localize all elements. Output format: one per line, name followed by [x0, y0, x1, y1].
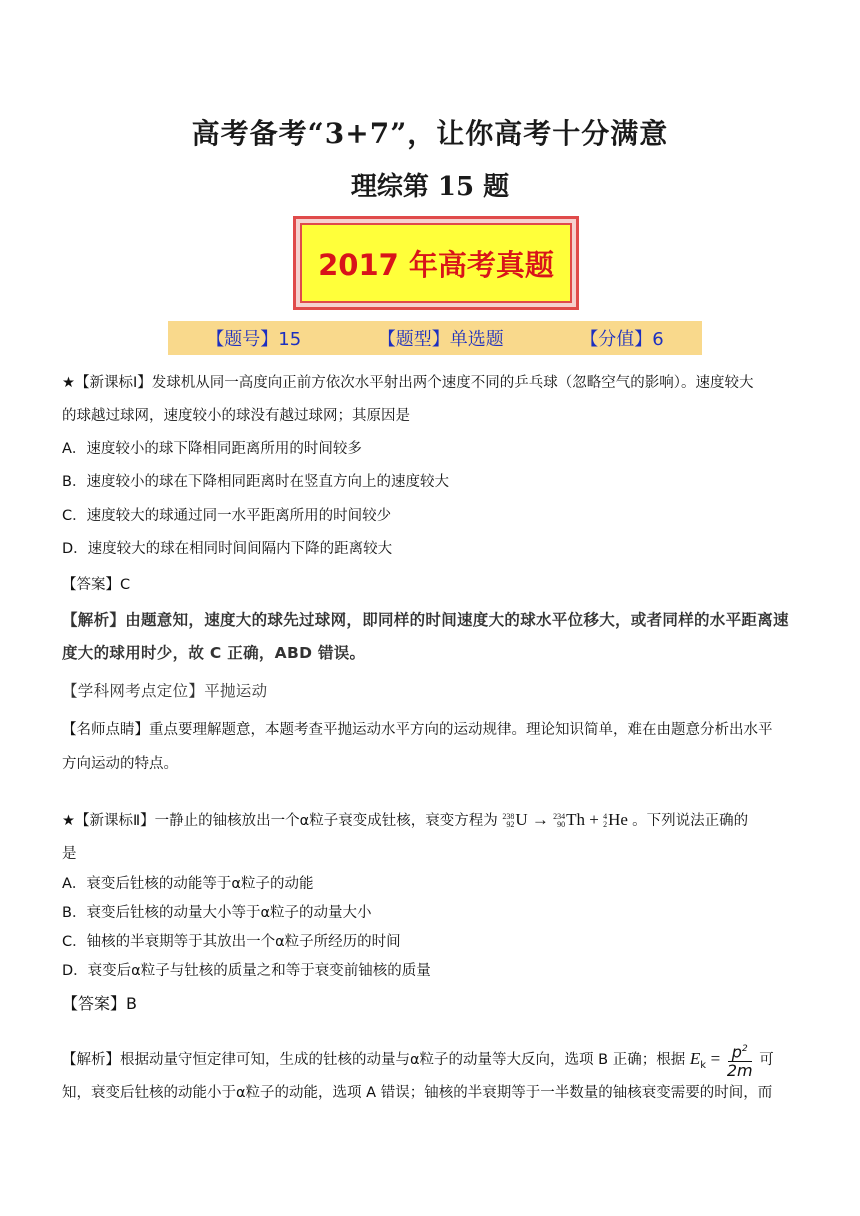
- formula-equals: =: [710, 1049, 721, 1069]
- helium-mass-number: 4: [603, 812, 608, 822]
- uranium-symbol: U: [515, 810, 528, 829]
- q1-knowledge-point: 【学科网考点定位】平抛运动: [62, 682, 268, 700]
- q2-analysis-line-2: 知，衰变后钍核的动能小于α粒子的动能，选项 A 错误；铀核的半衰期等于一半数量的铀核衰变需要的时间，而: [62, 1085, 773, 1101]
- q1-comment-line-1: 【名师点睛】重点要理解题意，本题考查平抛运动水平方向的运动规律。理论知识简单，难在由题意分析出水平: [62, 722, 773, 738]
- momentum-exponent: 2: [741, 1044, 748, 1054]
- q1-answer: 【答案】C: [62, 577, 131, 593]
- q2-option-b: B．衰变后钍核的动量大小等于α粒子的动量大小: [62, 905, 372, 921]
- question-type: 【题型】单选题: [377, 329, 504, 350]
- uranium-nuclide-numbers: [502, 813, 514, 829]
- q2-option-c: C．铀核的半衰期等于其放出一个α粒子所经历的时间: [62, 934, 401, 950]
- q1-option-b: B．速度较小的球在下降相同距离时在竖直方向上的速度较大: [62, 474, 449, 490]
- uranium-charge-number: 92: [506, 820, 515, 830]
- q2-answer: 【答案】B: [62, 994, 137, 1013]
- thorium-symbol: Th: [566, 810, 585, 829]
- momentum-symbol: p: [731, 1042, 742, 1062]
- q2-option-a: A．衰变后钍核的动能等于α粒子的动能: [62, 876, 314, 892]
- q1-option-a: A．速度较小的球下降相同距离所用的时间较多: [62, 441, 362, 457]
- year-banner-inner: [300, 223, 572, 303]
- q1-comment-line-2: 方向运动的特点。: [62, 756, 178, 772]
- helium-nuclide-numbers: [603, 813, 607, 829]
- thorium-nuclide-numbers: [553, 813, 565, 829]
- year-banner: [293, 216, 579, 310]
- q1-option-d: D．速度较大的球在相同时间间隔内下降的距离较大: [62, 541, 393, 557]
- plus-sign: +: [589, 810, 599, 829]
- q1-option-c: C．速度较大的球通过同一水平距离所用的时间较少: [62, 508, 392, 524]
- q2-stem-suffix: 。下列说法正确的: [632, 813, 749, 829]
- q2-analysis-prefix: 【解析】根据动量守恒定律可知，生成的钍核的动量与α粒子的动量等大反向，选项 B 正确；根据: [62, 1052, 686, 1069]
- q1-stem-line-2: 的球越过球网，速度较小的球没有越过球网；其原因是: [62, 408, 410, 424]
- decay-equation: [502, 810, 632, 829]
- thorium-charge-number: 90: [557, 820, 566, 830]
- helium-charge-number: 2: [603, 820, 608, 830]
- q2-analysis-line-1: [62, 1040, 812, 1080]
- question-number: 【题号】15: [206, 329, 302, 350]
- formula-lhs: E: [689, 1049, 701, 1069]
- question-info-bar: [168, 321, 702, 355]
- year-banner-text: 2017 年高考真题: [318, 247, 554, 282]
- q2-analysis-suffix: 可: [759, 1052, 774, 1069]
- document-subtitle: 理综第 15 题: [350, 172, 510, 202]
- q1-analysis-line-2: 度大的球用时少，故 C 正确，ABD 错误。: [62, 644, 366, 662]
- q2-option-d: D．衰变后α粒子与钍核的质量之和等于衰变前铀核的质量: [62, 963, 431, 979]
- q2-stem-line-2: 是: [62, 846, 77, 862]
- reaction-arrow: →: [531, 810, 549, 829]
- formula-lhs-subscript: k: [700, 1060, 707, 1072]
- fraction-numerator: [728, 1040, 752, 1062]
- kinetic-energy-fraction: [727, 1040, 753, 1080]
- q2-stem-line-1: [62, 806, 812, 835]
- uranium-mass-number: 238: [502, 812, 515, 822]
- question-score: 【分值】6: [580, 329, 664, 350]
- helium-symbol: He: [608, 810, 628, 829]
- thorium-mass-number: 234: [553, 812, 566, 822]
- q2-stem-prefix: ★【新课标Ⅱ】一静止的铀核放出一个α粒子衰变成钍核，衰变方程为: [62, 813, 498, 829]
- q1-stem-line-1: ★【新课标Ⅰ】发球机从同一高度向正前方依次水平射出两个速度不同的乒乓球（忽略空气的影响）。速度较大: [62, 375, 754, 391]
- fraction-denominator: 2m: [726, 1061, 753, 1081]
- document-title: 高考备考“3+7”，让你高考十分满意: [191, 117, 669, 150]
- q1-analysis-line-1: 【解析】由题意知，速度大的球先过球网，即同样的时间速度大的球水平位移大，或者同样的水平距离速: [62, 611, 789, 629]
